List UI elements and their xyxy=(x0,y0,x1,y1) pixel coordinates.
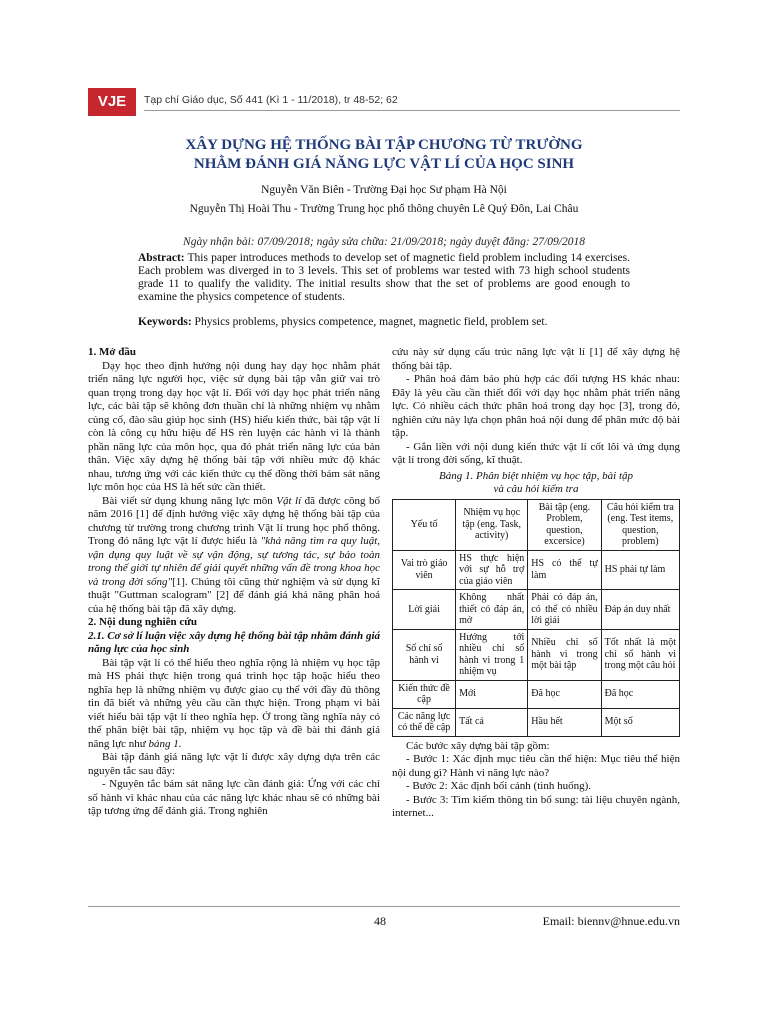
paragraph: - Phân hoá đảm bảo phù hợp các đối tượng HS khác nhau: Đây là yêu cầu cần thiết đối với dạy học nhằm phát triển năng lực. Có nhiều cách thức phân hoá trong dạy học [3], trong đó, nghiên cứu này lựa chọn phân hoá nội dung để phân mức độ bài tập. xyxy=(392,373,680,439)
paragraph: cứu này sử dụng cấu trúc năng lực vật lí [1] để xây dựng hệ thống bài tập. xyxy=(392,346,680,372)
table-caption xyxy=(392,470,680,496)
section-2-heading: 2. Nội dung nghiên cứu xyxy=(88,616,197,628)
text-run: Bài tập vật lí có thể hiểu theo nghĩa rộng là nhiệm vụ học tập mà HS phải thực hiện trong quá trình học tập hoặc hiểu theo nghĩa hẹp là những nhiệm vụ được giao cụ thể với đầy đủ thông tin đã biết và những yêu cầu cần thực hiện. Trong phạm vi bài viết hiểu bài tập vật lí theo nghĩa hẹp. Ở trong tầng nghĩa này có thể phân biệt bài tập, nhiệm vụ học tập và đề bài thi đánh giá năng lực như xyxy=(88,656,380,750)
author-1: Nguyễn Văn Biên - Trường Đại học Sư phạm Hà Nội xyxy=(261,184,507,196)
table-header-cell: Bài tập (eng. Problem, question, excersice) xyxy=(528,499,601,550)
table-header-cell: Nhiệm vụ học tập (eng. Task, activity) xyxy=(456,499,528,550)
journal-logo: VJE xyxy=(88,88,136,116)
abstract-label: Abstract: xyxy=(138,252,185,264)
text-run: đã được công bố năm 2016 [1] để định hướng việc xây dựng hệ thống bài tập của chương từ trường trong chương trình Vật lí trung học phổ thông. Trong đó năng lực vật lí được hiểu là xyxy=(88,494,380,547)
section-1-heading: 1. Mở đầu xyxy=(88,346,136,358)
table-cell: Đã học xyxy=(601,680,679,708)
journal-citation: Tạp chí Giáo dục, Số 441 (Kì 1 - 11/2018), tr 48-52; 62 xyxy=(144,94,398,106)
article-title-line-1: XÂY DỰNG HỆ THỐNG BÀI TẬP CHƯƠNG TỪ TRƯỜNG xyxy=(185,137,583,153)
table-cell: Mới xyxy=(456,680,528,708)
table-ref: bảng 1. xyxy=(148,737,182,750)
step-2: - Bước 2: Xác định bối cảnh (tình huống). xyxy=(406,780,591,792)
table-header-cell: Câu hỏi kiểm tra (eng. Test items, question, problem) xyxy=(601,499,679,550)
abstract xyxy=(138,252,630,304)
table-cell: Không nhất thiết có đáp án, mở xyxy=(456,590,528,630)
table-cell: Tốt nhất là một chỉ số hành vi trong một câu hỏi xyxy=(601,629,679,680)
article-dates: Ngày nhận bài: 07/09/2018; ngày sửa chữa: 21/09/2018; ngày duyệt đăng: 27/09/2018 xyxy=(183,236,585,248)
table-row xyxy=(393,708,680,736)
abstract-text: This paper introduces methods to develop set of magnetic field problem including 14 exercises. Each problem was diverged in to 3 levels. This set of problems war tested with 73 high school students grade 11 to qualify the validity. The initial results show that the set of problems are good enough to examine the physics competence of students. xyxy=(138,252,631,303)
step-1: - Bước 1: Xác định mục tiêu cần thể hiện: Mục tiêu thể hiện nội dung gì? Hành vi năng lực nào? xyxy=(392,753,680,779)
table-cell: HS phải tự làm xyxy=(601,550,679,590)
keywords xyxy=(138,316,630,329)
table-row xyxy=(393,550,680,590)
table-cell: Hầu hết xyxy=(528,708,601,736)
text-run: Vật lí xyxy=(276,494,302,507)
quote: "khả năng tìm ra quy luật, vận dụng quy luật về sự vận động, sự tương tác, sự bảo toàn trong thế giới tự nhiên để giải quyết những vấn đề trong khoa học và trong đời sống" xyxy=(88,535,380,588)
paragraph: - Gắn liền với nội dung kiến thức vật lí cốt lõi và ứng dụng vật lí trong đời sống, kĩ thuật. xyxy=(392,440,680,466)
header-divider xyxy=(144,110,680,111)
table-caption-line-2: và câu hỏi kiểm tra xyxy=(493,482,579,495)
table-cell: Vai trò giáo viên xyxy=(393,550,456,590)
keywords-label: Keywords: xyxy=(138,316,192,328)
steps-title: Các bước xây dựng bài tập gồm: xyxy=(406,739,550,752)
table-row xyxy=(393,629,680,680)
left-column xyxy=(88,346,380,819)
table-cell: Kiến thức đề cập xyxy=(393,680,456,708)
table-cell: Các năng lực có thể đề cập xyxy=(393,708,456,736)
keywords-text: Physics problems, physics competence, magnet, magnetic field, problem set. xyxy=(194,316,548,328)
table-cell: HS có thể tự làm xyxy=(528,550,601,590)
journal-header xyxy=(88,88,680,116)
paragraph: - Nguyên tắc bám sát năng lực cần đánh giá: Ứng với các chỉ số hành vi khác nhau của các năng lực khác nhau sẽ có những bài tập tương ứng để đánh giá. Trong nghiên xyxy=(88,778,380,817)
table-cell: Đã học xyxy=(528,680,601,708)
table-cell: Tất cả xyxy=(456,708,528,736)
article-title-line-2: NHẰM ĐÁNH GIÁ NĂNG LỰC VẬT LÍ CỦA HỌC SINH xyxy=(193,156,575,172)
table-cell: Số chỉ số hành vi xyxy=(393,629,456,680)
table-row xyxy=(393,680,680,708)
table-cell: Hướng tới nhiều chỉ số hành vi trong 1 nhiệm vụ xyxy=(456,629,528,680)
table-cell: HS thực hiện với sự hỗ trợ của giáo viên xyxy=(456,550,528,590)
text-run: Bài viết sử dụng khung năng lực môn xyxy=(102,494,277,507)
page-number: 48 xyxy=(374,914,386,928)
author-2: Nguyễn Thị Hoài Thu - Trường Trung học phổ thông chuyên Lê Quý Đôn, Lai Châu xyxy=(189,203,579,215)
table-cell: Phải có đáp án, có thể có nhiều lời giải xyxy=(528,590,601,630)
section-2-1-heading: 2.1. Cơ sở lí luận việc xây dựng hệ thống bài tập nhằm đánh giá năng lực của học sinh xyxy=(88,629,380,655)
paragraph: Dạy học theo định hướng nội dung hay dạy học nhằm phát triển năng lực người học, việc sử dụng bài tập vẫn giữ vai trò quan trọng trong dạy học vật lí. Đối với dạy học phát triển năng lực, các bài tập sẽ không đơn thuần chỉ là những nhiệm vụ nhằm củng cố, đào sâu giúp học sinh (HS) hiểu kiến thức, bài tập vật lí còn là công cụ hữu hiệu để HS rèn luyện các hành vi là thành phần năng lực của môn học, qua đó phát triển năng lực của bản thân. Việc xây dựng hệ thống bài tập với nhiều mức độ khác nhau, tương ứng với các kiến thức cụ thể đồng thời bám sát năng lực môn học của HS là hết sức cần thiết. xyxy=(88,359,380,493)
paragraph xyxy=(88,657,380,752)
table-header-row xyxy=(393,499,680,550)
table-cell: Nhiều chỉ số hành vi trong một bài tập xyxy=(528,629,601,680)
paragraph: Bài tập đánh giá năng lực vật lí được xây dựng dựa trên các nguyên tắc sau đây: xyxy=(88,751,380,777)
step-3: - Bước 3: Tìm kiếm thông tin bổ sung: tài liệu chuyên ngành, internet... xyxy=(392,793,680,819)
table-cell: Lời giải xyxy=(393,590,456,630)
text-run: [1]. Chúng tôi cũng thử nghiệm và sử dụng kĩ thuật "Guttman scalogram" [2] để đánh giá khả năng phân hoá của hệ thống bài tập đã xây dựng. xyxy=(88,575,380,615)
right-column xyxy=(392,346,680,821)
table-header-cell: Yếu tố xyxy=(393,499,456,550)
footer-divider xyxy=(88,906,680,907)
author-email: Email: biennv@hnue.edu.vn xyxy=(542,914,680,928)
table-cell: Một số xyxy=(601,708,679,736)
table-cell: Đáp án duy nhất xyxy=(601,590,679,630)
comparison-table xyxy=(392,499,680,737)
table-caption-line-1: Bảng 1. Phân biệt nhiệm vụ học tập, bài tập xyxy=(439,469,633,482)
paragraph xyxy=(88,495,380,617)
table-row xyxy=(393,590,680,630)
